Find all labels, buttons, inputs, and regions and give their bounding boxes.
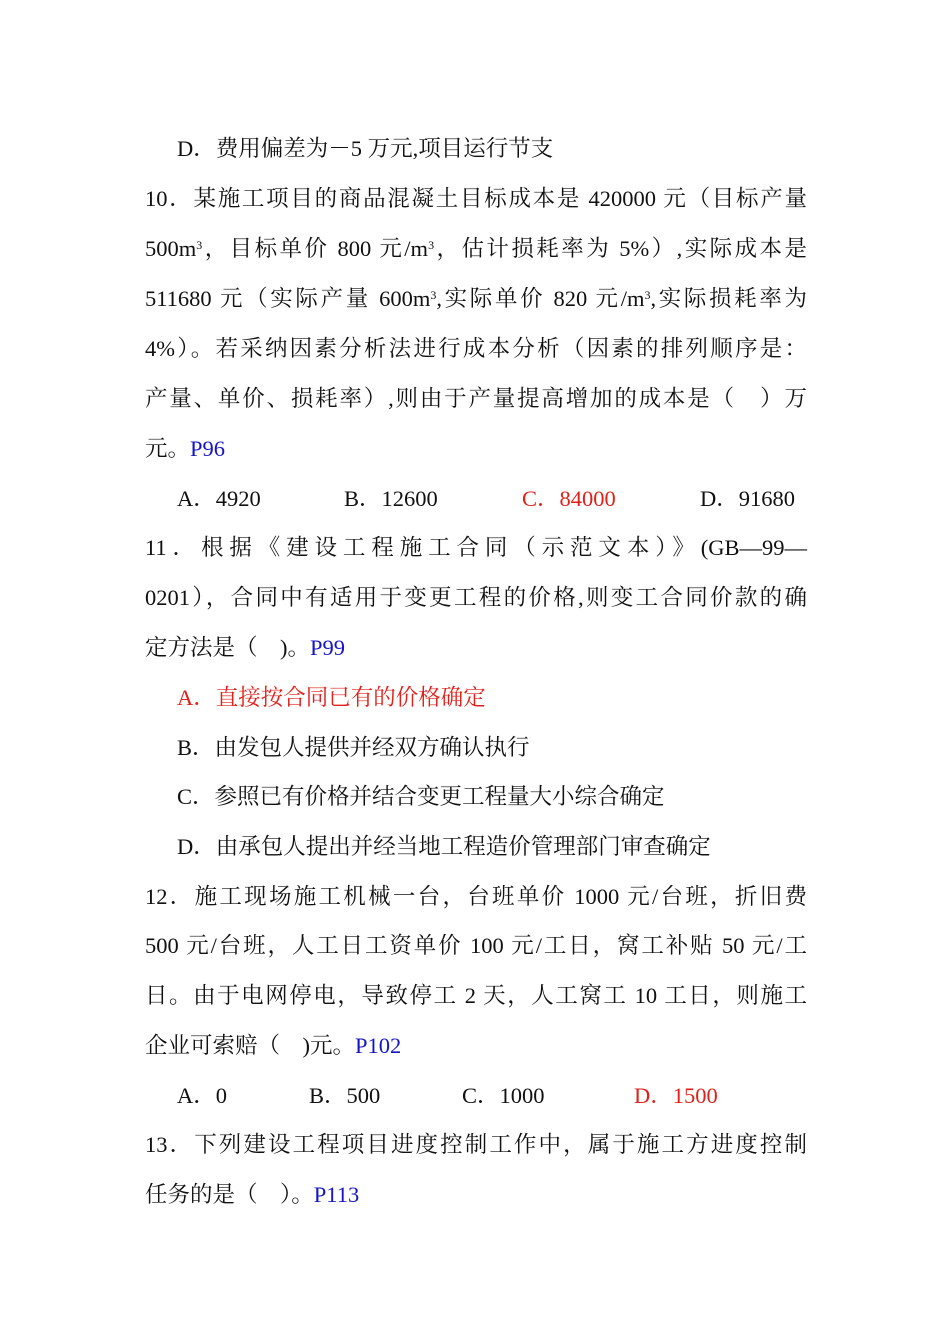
q10-stem-line-3: 511680 元（实际产量 $600m^3$,实际单价 820 元$/m^3$,实际损耗率为 bbox=[145, 286, 807, 311]
q12-option-b: B．500 bbox=[309, 1083, 381, 1108]
q13-stem-line-1: 13．下列建设工程项目进度控制工作中，属于施工方进度控制 bbox=[145, 1132, 807, 1157]
q10-stem-line-5: 产量、单价、损耗率）,则由于产量提高增加的成本是（ ）万 bbox=[145, 386, 807, 411]
q10-stem-line-1: 10．某施工项目的商品混凝土目标成本是 420000 元（目标产量 bbox=[145, 186, 807, 211]
q11-stem-line-1: 11．根据《建设工程施工合同（示范文本）》(GB—99— bbox=[145, 535, 807, 560]
q11-stem-line-2: 0201），合同中有适用于变更工程的价格,则变工合同价款的确 bbox=[145, 585, 807, 610]
q12-options-row bbox=[0, 1081, 950, 1111]
q10-stem-line-2: $500m^3$，目标单价 800 元$/m^3$，估计损耗率为 5%）,实际成本是 bbox=[145, 236, 807, 261]
q12-option-c: C．1000 bbox=[462, 1083, 545, 1108]
q9-option-d: D．费用偏差为－5 万元,项目运行节支 bbox=[177, 136, 554, 161]
q10-page-ref: P96 bbox=[190, 436, 226, 461]
q11-option-a-answer: A．直接按合同已有的价格确定 bbox=[177, 685, 486, 710]
q12-stem-line-2: 500 元/台班，人工日工资单价 100 元/工日，窝工补贴 50 元/工 bbox=[145, 933, 807, 958]
q10-stem-line-4: 4%）。若采纳因素分析法进行成本分析（因素的排列顺序是： bbox=[145, 336, 807, 361]
q11-option-d: D．由承包人提出并经当地工程造价管理部门审查确定 bbox=[177, 834, 711, 859]
q12-option-a: A．0 bbox=[177, 1083, 227, 1108]
q12-stem-line-1: 12．施工现场施工机械一台，台班单价 1000 元/台班，折旧费 bbox=[145, 884, 807, 909]
q10-stem-line-6: 元。P96 bbox=[145, 436, 226, 461]
q11-stem-line-3: 定方法是（ )。P99 bbox=[145, 635, 346, 660]
q12-option-d-answer: D．1500 bbox=[634, 1083, 718, 1108]
q11-option-b: B．由发包人提供并经双方确认执行 bbox=[177, 735, 530, 760]
q12-page-ref: P102 bbox=[355, 1033, 402, 1058]
q12-stem-line-3: 日。由于电网停电，导致停工 2 天，人工窝工 10 工日，则施工 bbox=[145, 983, 807, 1008]
q13-stem-line-2: 任务的是（ ）。P113 bbox=[145, 1182, 360, 1207]
q13-page-ref: P113 bbox=[313, 1182, 360, 1207]
q12-stem-line-4: 企业可索赔（ )元。P102 bbox=[145, 1033, 402, 1058]
q10-option-d: D．91680 bbox=[700, 486, 795, 511]
q10-option-b: B．12600 bbox=[344, 486, 438, 511]
q11-page-ref: P99 bbox=[310, 635, 346, 660]
q10-option-a: A．4920 bbox=[177, 486, 261, 511]
q11-option-c: C．参照已有价格并结合变更工程量大小综合确定 bbox=[177, 784, 665, 809]
q10-option-c-answer: C．84000 bbox=[522, 486, 616, 511]
q10-options-row bbox=[0, 484, 950, 514]
